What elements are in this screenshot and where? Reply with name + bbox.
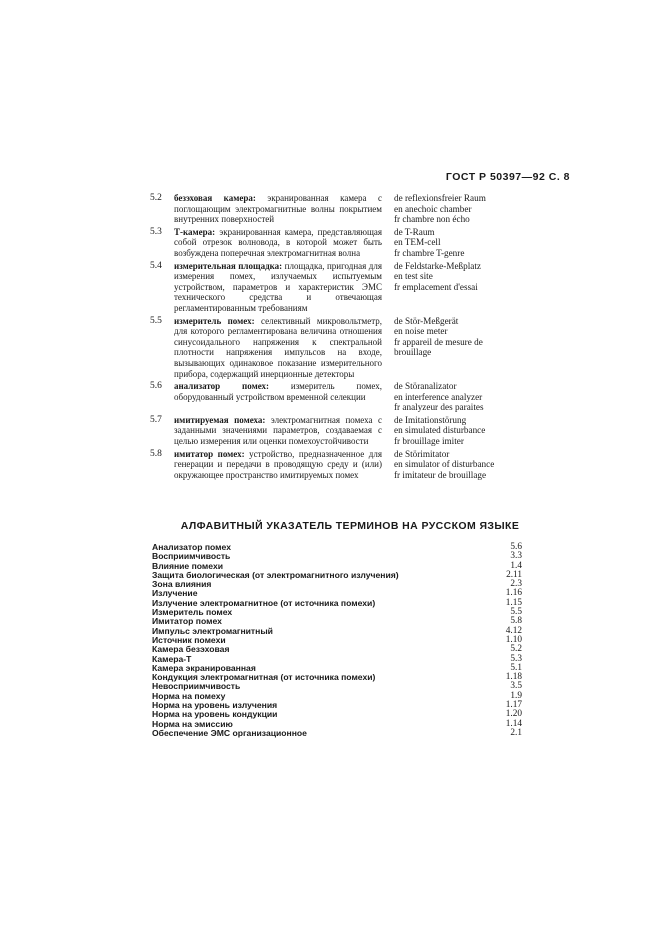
index-ref: 1.16 xyxy=(505,588,522,599)
term-translations xyxy=(394,193,550,225)
index-term: Импульс электромагнитный xyxy=(152,625,273,636)
term-definition-block xyxy=(174,227,382,259)
term-name: Т-камера: xyxy=(174,226,216,237)
index-row xyxy=(152,580,522,589)
term-translations xyxy=(394,415,550,447)
translation-line: en anechoic chamber xyxy=(394,203,472,214)
term-definition-block xyxy=(174,381,382,402)
term-definition-block xyxy=(174,449,382,481)
term-definition-block xyxy=(174,316,382,380)
translation-line: fr emplacement d'essai xyxy=(394,281,478,292)
term-definition-block xyxy=(174,261,382,314)
index-term: Невосприимчивость xyxy=(152,681,241,692)
translation-line: de Imitationstörung xyxy=(394,414,467,425)
index-term: Норма на уровень излучения xyxy=(152,700,278,711)
translation-line: fr chambre T-genre xyxy=(394,247,465,258)
translation-line: de Störanalizator xyxy=(394,381,457,392)
translation-line: en TEM-cell xyxy=(394,237,441,248)
term-number: 5.5 xyxy=(150,315,162,326)
term-entry xyxy=(150,415,550,447)
term-translations xyxy=(394,449,550,481)
translation-line: fr appareil de mesure de xyxy=(394,336,483,347)
term-definition: измеритель помех, оборудованный устройством временной селекции xyxy=(174,381,382,402)
index-term: Норма на помеху xyxy=(152,690,226,701)
index-ref: 2.3 xyxy=(510,579,522,590)
index-term: Камера безэховая xyxy=(152,644,230,655)
alphabetical-index xyxy=(152,543,522,738)
term-translations xyxy=(394,316,550,358)
term-definition: электромагнитная помеха с заданными значениями параметров, создаваемая с целью измерения или оценки помехоустойчивости xyxy=(174,414,382,447)
translation-line: en test site xyxy=(394,271,433,282)
page-header: ГОСТ Р 50397—92 С. 8 xyxy=(445,171,570,183)
terms-list xyxy=(150,193,550,482)
term-definition: экранированная камера с поглощающим электромагнитные волны покрытием внутренних поверхностей xyxy=(174,193,383,225)
term-definition-block xyxy=(174,415,382,447)
index-ref: 1.14 xyxy=(505,718,522,729)
index-term: Норма на эмиссию xyxy=(152,718,233,729)
index-term: Влияние помехи xyxy=(152,560,224,571)
index-ref: 5.5 xyxy=(510,607,522,618)
index-term: Камера экранированная xyxy=(152,662,256,673)
translation-line: de Stör-Meßgerät xyxy=(394,315,459,326)
term-number: 5.2 xyxy=(150,193,162,203)
index-term: Анализатор помех xyxy=(152,542,231,552)
translation-line: en simulated disturbance xyxy=(394,425,486,436)
term-entry xyxy=(150,227,550,259)
index-ref: 4.12 xyxy=(505,625,522,636)
index-term: Источник помехи xyxy=(152,634,226,645)
index-term: Имитатор помех xyxy=(152,616,222,627)
translation-line: fr chambre non écho xyxy=(394,214,470,225)
term-name: безэховая камера: xyxy=(174,193,256,203)
term-definition-block xyxy=(174,193,382,225)
index-term: Зона влияния xyxy=(152,579,212,590)
term-translations xyxy=(394,381,550,413)
term-definition: селективный микровольтметр, для которого регламентирована величина отношения синусоидального напряжения к спектральной плотности напряжения импульсов на входе, вызывающих одинаковое показание измерительного прибора, содержащий инерционные детекторы xyxy=(174,315,383,379)
index-ref: 5.2 xyxy=(510,644,522,655)
term-definition: экранированная камера, представляющая собой отрезок волновода, в которой может быть возбуждена поперечная электромагнитная волна xyxy=(174,226,383,258)
index-ref: 1.4 xyxy=(510,560,522,571)
index-ref: 1.10 xyxy=(505,634,522,645)
term-number: 5.3 xyxy=(150,226,162,237)
index-ref: 1.18 xyxy=(505,672,522,683)
index-term: Норма на уровень кондукции xyxy=(152,709,278,720)
index-ref: 1.15 xyxy=(505,597,522,608)
translation-line: fr brouillage imiter xyxy=(394,436,464,447)
index-ref: 3.5 xyxy=(510,681,522,692)
term-entry xyxy=(150,449,550,481)
index-term: Кондукция электромагнитная (от источника помехи) xyxy=(152,672,376,683)
translation-line: fr analyzeur des paraites xyxy=(394,402,484,413)
index-title: АЛФАВИТНЫЙ УКАЗАТЕЛЬ ТЕРМИНОВ НА РУССКОМ ЯЗЫКЕ xyxy=(180,520,520,532)
index-term: Обеспечение ЭМС организационное xyxy=(152,727,307,738)
index-ref: 2.1 xyxy=(510,727,522,738)
term-translations xyxy=(394,261,550,293)
term-entry xyxy=(150,381,550,413)
term-number: 5.6 xyxy=(150,381,162,392)
index-ref: 5.3 xyxy=(510,653,522,664)
translation-line: en simulator of disturbance xyxy=(394,459,495,470)
term-number: 5.7 xyxy=(150,414,162,425)
index-ref: 5.1 xyxy=(510,662,522,673)
term-name: измеритель помех: xyxy=(174,315,255,326)
index-row xyxy=(152,645,522,654)
term-name: имитируемая помеха: xyxy=(174,414,266,425)
term-definition: устройство, предназначенное для генерации и передачи в проводящую среду и (или) окружающее пространство имитируемых помех xyxy=(174,448,383,480)
term-name: имитатор помех: xyxy=(174,448,245,459)
index-ref: 1.17 xyxy=(505,700,522,711)
term-name: измерительная площадка: xyxy=(174,260,283,271)
index-ref: 5.6 xyxy=(510,542,522,552)
translation-line: en interference analyzer xyxy=(394,391,483,402)
index-term: Защита биологическая (от электромагнитного излучения) xyxy=(152,569,399,580)
translation-line: fr imitateur de brouillage xyxy=(394,469,487,480)
term-entry xyxy=(150,193,550,225)
translation-line: de Störimitator xyxy=(394,448,450,459)
index-ref: 1.9 xyxy=(510,690,522,701)
index-ref: 1.20 xyxy=(505,709,522,720)
index-term: Измеритель помех xyxy=(152,607,233,618)
index-ref: 2.11 xyxy=(506,569,522,580)
term-name: анализатор помех: xyxy=(174,381,270,392)
translation-line: brouillage xyxy=(394,347,432,358)
index-term: Восприимчивость xyxy=(152,551,231,562)
term-number: 5.4 xyxy=(150,260,162,271)
term-definition: площадка, пригодная для измерения помех, излучаемых испытуемым устройством, параметров и характеристик ЭМС технического средства и отвечающая регламентированным требованиям xyxy=(174,260,383,313)
translation-line: de reflexionsfreier Raum xyxy=(394,193,486,203)
term-translations xyxy=(394,227,550,259)
term-number: 5.8 xyxy=(150,448,162,459)
index-term: Излучение электромагнитное (от источника помехи) xyxy=(152,597,376,608)
index-term: Излучение xyxy=(152,588,198,599)
index-row xyxy=(152,729,522,738)
translation-line: de T-Raum xyxy=(394,226,435,237)
translation-line: de Feldstarke-Meßplatz xyxy=(394,260,481,271)
index-term: Камера-Т xyxy=(152,653,192,664)
term-entry xyxy=(150,316,550,380)
index-ref: 5.8 xyxy=(510,616,522,627)
index-ref: 3.3 xyxy=(510,551,522,562)
translation-line: en noise meter xyxy=(394,326,448,337)
term-entry xyxy=(150,261,550,314)
